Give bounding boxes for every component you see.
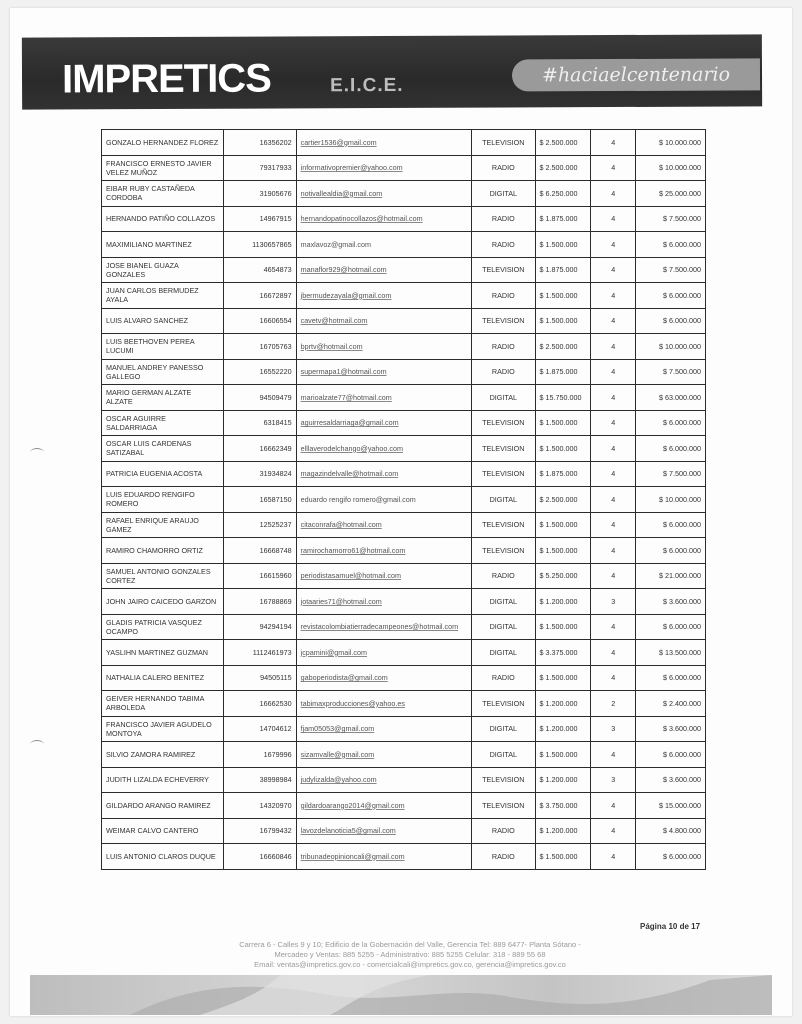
quantity-cell: 4 xyxy=(591,614,636,640)
media-type-cell: DIGITAL xyxy=(472,181,536,207)
table-row xyxy=(102,155,706,181)
table-row xyxy=(102,818,706,844)
media-type-cell: TELEVISION xyxy=(472,130,536,156)
media-type-cell: DIGITAL xyxy=(472,640,536,666)
unit-price-cell: $ 1.500.000 xyxy=(535,844,590,870)
unit-price-cell: $ 2.500.000 xyxy=(535,334,590,360)
unit-price-cell: $ 5.250.000 xyxy=(535,563,590,589)
quantity-cell: 4 xyxy=(591,257,636,283)
provider-name-cell: FRANCISCO JAVIER AGUDELO MONTOYA xyxy=(102,716,224,742)
provider-id-cell: 16606554 xyxy=(224,308,297,334)
provider-email-cell[interactable]: eduardo rengifo romero@gmail.com xyxy=(296,487,471,513)
quantity-cell: 4 xyxy=(591,512,636,538)
provider-id-cell: 14967915 xyxy=(224,206,297,232)
media-type-cell: DIGITAL xyxy=(472,487,536,513)
table-row xyxy=(102,691,706,717)
table-row xyxy=(102,181,706,207)
unit-price-cell: $ 1.200.000 xyxy=(535,589,590,615)
provider-id-cell: 14320970 xyxy=(224,793,297,819)
media-type-cell: DIGITAL xyxy=(472,589,536,615)
total-amount-cell: $ 10.000.000 xyxy=(636,334,706,360)
media-type-cell: TELEVISION xyxy=(472,691,536,717)
quantity-cell: 4 xyxy=(591,818,636,844)
unit-price-cell: $ 1.200.000 xyxy=(535,691,590,717)
provider-email-cell[interactable]: tribunadeopinioncali@gmail.com xyxy=(296,844,471,870)
provider-id-cell: 16672897 xyxy=(224,283,297,309)
media-type-cell: DIGITAL xyxy=(472,742,536,768)
total-amount-cell: $ 3.600.000 xyxy=(636,716,706,742)
media-type-cell: DIGITAL xyxy=(472,614,536,640)
provider-email-cell[interactable]: citaconrafa@hotmail.com xyxy=(296,512,471,538)
provider-name-cell: PATRICIA EUGENIA ACOSTA xyxy=(102,461,224,487)
provider-id-cell: 16356202 xyxy=(224,130,297,156)
footer-address-line: Mercadeo y Ventas: 885 5255 - Administrativo: 885 5255 Celular: 318 - 889 55 68 xyxy=(274,950,546,959)
table-row xyxy=(102,283,706,309)
total-amount-cell: $ 6.000.000 xyxy=(636,614,706,640)
provider-name-cell: RAFAEL ENRIQUE ARAUJO GAMEZ xyxy=(102,512,224,538)
provider-email-cell[interactable]: cavetv@hotmail.com xyxy=(296,308,471,334)
provider-id-cell: 6318415 xyxy=(224,410,297,436)
media-type-cell: TELEVISION xyxy=(472,512,536,538)
unit-price-cell: $ 1.500.000 xyxy=(535,308,590,334)
footer-address xyxy=(150,940,670,970)
media-type-cell: TELEVISION xyxy=(472,308,536,334)
quantity-cell: 4 xyxy=(591,487,636,513)
unit-price-cell: $ 1.500.000 xyxy=(535,410,590,436)
table-row xyxy=(102,640,706,666)
provider-email-cell[interactable]: tabimaxproducciones@yahoo.es xyxy=(296,691,471,717)
total-amount-cell: $ 6.000.000 xyxy=(636,538,706,564)
provider-id-cell: 1112461973 xyxy=(224,640,297,666)
total-amount-cell: $ 3.600.000 xyxy=(636,589,706,615)
total-amount-cell: $ 15.000.000 xyxy=(636,793,706,819)
provider-email-cell[interactable]: jcpamini@gmail.com xyxy=(296,640,471,666)
table-row xyxy=(102,359,706,385)
media-type-cell: RADIO xyxy=(472,155,536,181)
provider-name-cell: LUIS EDUARDO RENGIFO ROMERO xyxy=(102,487,224,513)
provider-email-cell[interactable]: manaflor929@hotmail.com xyxy=(296,257,471,283)
provider-email-cell[interactable]: aguirresaldarriaga@gmail.com xyxy=(296,410,471,436)
provider-name-cell: LUIS BEETHOVEN PEREA LUCUMI xyxy=(102,334,224,360)
provider-id-cell: 4654873 xyxy=(224,257,297,283)
media-type-cell: DIGITAL xyxy=(472,716,536,742)
quantity-cell: 4 xyxy=(591,410,636,436)
provider-email-cell[interactable]: supermapa1@hotmail.com xyxy=(296,359,471,385)
total-amount-cell: $ 21.000.000 xyxy=(636,563,706,589)
table-row xyxy=(102,614,706,640)
table-row xyxy=(102,461,706,487)
provider-email-cell[interactable]: cartier1536@gmail.com xyxy=(296,130,471,156)
unit-price-cell: $ 1.875.000 xyxy=(535,359,590,385)
table-row xyxy=(102,410,706,436)
table-row xyxy=(102,742,706,768)
quantity-cell: 2 xyxy=(591,691,636,717)
table-row xyxy=(102,334,706,360)
provider-email-cell[interactable]: informativopremier@yahoo.com xyxy=(296,155,471,181)
provider-id-cell: 16662349 xyxy=(224,436,297,462)
quantity-cell: 4 xyxy=(591,844,636,870)
media-type-cell: TELEVISION xyxy=(472,793,536,819)
total-amount-cell: $ 4.800.000 xyxy=(636,818,706,844)
provider-name-cell: OSCAR AGUIRRE SALDARRIAGA xyxy=(102,410,224,436)
footer-address-line: Carrera 6 - Calles 9 y 10; Edificio de la Gobernación del Valle, Gerencia Tel: 889 6477- Planta Sótano - xyxy=(239,940,581,949)
media-providers-table xyxy=(101,129,706,870)
provider-name-cell: GEIVER HERNANDO TABIMA ARBOLEDA xyxy=(102,691,224,717)
provider-id-cell: 14704612 xyxy=(224,716,297,742)
provider-email-cell[interactable]: gaboperiodista@gmail.com xyxy=(296,665,471,691)
provider-email-cell[interactable]: marioalzate77@hotmail.com xyxy=(296,385,471,411)
unit-price-cell: $ 1.500.000 xyxy=(535,538,590,564)
provider-id-cell: 16799432 xyxy=(224,818,297,844)
media-type-cell: TELEVISION xyxy=(472,257,536,283)
total-amount-cell: $ 6.000.000 xyxy=(636,232,706,258)
quantity-cell: 4 xyxy=(591,359,636,385)
quantity-cell: 4 xyxy=(591,283,636,309)
media-type-cell: RADIO xyxy=(472,359,536,385)
provider-id-cell: 16668748 xyxy=(224,538,297,564)
provider-id-cell: 94509479 xyxy=(224,385,297,411)
quantity-cell: 4 xyxy=(591,640,636,666)
provider-email-cell[interactable]: jbermudezayala@gmail.com xyxy=(296,283,471,309)
provider-id-cell: 16705763 xyxy=(224,334,297,360)
total-amount-cell: $ 6.000.000 xyxy=(636,844,706,870)
provider-email-cell[interactable]: fjam05053@gmail.com xyxy=(296,716,471,742)
provider-name-cell: RAMIRO CHAMORRO ORTIZ xyxy=(102,538,224,564)
quantity-cell: 4 xyxy=(591,308,636,334)
provider-id-cell: 1130657865 xyxy=(224,232,297,258)
table-row xyxy=(102,793,706,819)
unit-price-cell: $ 1.200.000 xyxy=(535,767,590,793)
provider-name-cell: NATHALIA CALERO BENITEZ xyxy=(102,665,224,691)
quantity-cell: 4 xyxy=(591,538,636,564)
logo-eice: E.I.C.E. xyxy=(330,74,404,97)
provider-name-cell: YASLIHN MARTINEZ GUZMAN xyxy=(102,640,224,666)
quantity-cell: 3 xyxy=(591,589,636,615)
provider-email-cell[interactable]: judylizalda@yahoo.com xyxy=(296,767,471,793)
provider-id-cell: 12525237 xyxy=(224,512,297,538)
unit-price-cell: $ 3.375.000 xyxy=(535,640,590,666)
media-type-cell: TELEVISION xyxy=(472,538,536,564)
footer-wave-graphic xyxy=(30,975,772,1015)
total-amount-cell: $ 6.000.000 xyxy=(636,512,706,538)
total-amount-cell: $ 7.500.000 xyxy=(636,461,706,487)
quantity-cell: 4 xyxy=(591,181,636,207)
provider-name-cell: OSCAR LUIS CARDENAS SATIZABAL xyxy=(102,436,224,462)
total-amount-cell: $ 6.000.000 xyxy=(636,410,706,436)
quantity-cell: 4 xyxy=(591,334,636,360)
quantity-cell: 4 xyxy=(591,793,636,819)
quantity-cell: 4 xyxy=(591,563,636,589)
provider-name-cell: HERNANDO PATIÑO COLLAZOS xyxy=(102,206,224,232)
table-row xyxy=(102,563,706,589)
unit-price-cell: $ 1.500.000 xyxy=(535,742,590,768)
unit-price-cell: $ 1.875.000 xyxy=(535,206,590,232)
quantity-cell: 4 xyxy=(591,206,636,232)
provider-id-cell: 16552220 xyxy=(224,359,297,385)
provider-id-cell: 31934824 xyxy=(224,461,297,487)
provider-name-cell: WEIMAR CALVO CANTERO xyxy=(102,818,224,844)
provider-id-cell: 16615960 xyxy=(224,563,297,589)
table-row xyxy=(102,716,706,742)
table-row xyxy=(102,385,706,411)
media-type-cell: RADIO xyxy=(472,334,536,360)
unit-price-cell: $ 6.250.000 xyxy=(535,181,590,207)
provider-email-cell[interactable]: notivallealdia@gmail.com xyxy=(296,181,471,207)
provider-email-cell[interactable]: jotaaries71@hotmail.com xyxy=(296,589,471,615)
quantity-cell: 4 xyxy=(591,436,636,462)
media-type-cell: RADIO xyxy=(472,232,536,258)
provider-id-cell: 16587150 xyxy=(224,487,297,513)
provider-id-cell: 1679996 xyxy=(224,742,297,768)
total-amount-cell: $ 6.000.000 xyxy=(636,308,706,334)
quantity-cell: 4 xyxy=(591,385,636,411)
header-banner xyxy=(22,34,762,109)
provider-id-cell: 79317933 xyxy=(224,155,297,181)
provider-email-cell[interactable]: ramirochamorro61@hotmail.com xyxy=(296,538,471,564)
total-amount-cell: $ 7.500.000 xyxy=(636,206,706,232)
unit-price-cell: $ 15.750.000 xyxy=(535,385,590,411)
provider-name-cell: GILDARDO ARANGO RAMIREZ xyxy=(102,793,224,819)
provider-email-cell[interactable]: gildardoarango2014@gmail.com xyxy=(296,793,471,819)
quantity-cell: 4 xyxy=(591,742,636,768)
provider-name-cell: JUDITH LIZALDA ECHEVERRY xyxy=(102,767,224,793)
unit-price-cell: $ 2.500.000 xyxy=(535,130,590,156)
media-type-cell: RADIO xyxy=(472,206,536,232)
provider-email-cell[interactable]: magazindelvalle@hotmail.com xyxy=(296,461,471,487)
page-number: Página 10 de 17 xyxy=(640,922,701,931)
unit-price-cell: $ 1.200.000 xyxy=(535,716,590,742)
provider-name-cell: SILVIO ZAMORA RAMIREZ xyxy=(102,742,224,768)
provider-name-cell: FRANCISCO ERNESTO JAVIER VELEZ MUÑOZ xyxy=(102,155,224,181)
total-amount-cell: $ 6.000.000 xyxy=(636,742,706,768)
hashtag-badge: #haciaelcentenario xyxy=(512,58,760,91)
unit-price-cell: $ 3.750.000 xyxy=(535,793,590,819)
logo-impretics: IMPRETICS xyxy=(61,56,271,102)
provider-name-cell: GLADIS PATRICIA VASQUEZ OCAMPO xyxy=(102,614,224,640)
unit-price-cell: $ 1.500.000 xyxy=(535,232,590,258)
unit-price-cell: $ 1.200.000 xyxy=(535,818,590,844)
total-amount-cell: $ 2.400.000 xyxy=(636,691,706,717)
provider-email-cell[interactable]: revistacolombiatierradecampeones@hotmail.com xyxy=(296,614,471,640)
total-amount-cell: $ 6.000.000 xyxy=(636,283,706,309)
provider-id-cell: 38998984 xyxy=(224,767,297,793)
table-row xyxy=(102,206,706,232)
unit-price-cell: $ 1.500.000 xyxy=(535,436,590,462)
provider-name-cell: MAXIMILIANO MARTINEZ xyxy=(102,232,224,258)
provider-id-cell: 16662530 xyxy=(224,691,297,717)
total-amount-cell: $ 10.000.000 xyxy=(636,155,706,181)
table-row xyxy=(102,130,706,156)
media-type-cell: RADIO xyxy=(472,665,536,691)
provider-name-cell: LUIS ALVARO SANCHEZ xyxy=(102,308,224,334)
table-row xyxy=(102,257,706,283)
provider-name-cell: JUAN CARLOS BERMUDEZ AYALA xyxy=(102,283,224,309)
quantity-cell: 4 xyxy=(591,130,636,156)
media-type-cell: RADIO xyxy=(472,818,536,844)
provider-name-cell: JOHN JAIRO CAICEDO GARZON xyxy=(102,589,224,615)
table-row xyxy=(102,512,706,538)
provider-email-cell[interactable]: hernandopatinocollazos@hotmail.com xyxy=(296,206,471,232)
media-type-cell: TELEVISION xyxy=(472,436,536,462)
unit-price-cell: $ 1.875.000 xyxy=(535,257,590,283)
total-amount-cell: $ 10.000.000 xyxy=(636,487,706,513)
quantity-cell: 4 xyxy=(591,155,636,181)
total-amount-cell: $ 7.500.000 xyxy=(636,257,706,283)
media-type-cell: DIGITAL xyxy=(472,385,536,411)
table-row xyxy=(102,844,706,870)
total-amount-cell: $ 25.000.000 xyxy=(636,181,706,207)
quantity-cell: 4 xyxy=(591,665,636,691)
provider-name-cell: MARIO GERMAN ALZATE ALZATE xyxy=(102,385,224,411)
total-amount-cell: $ 3.600.000 xyxy=(636,767,706,793)
table-row xyxy=(102,232,706,258)
provider-email-cell[interactable]: elllaverodelchango@yahoo.com xyxy=(296,436,471,462)
table-row xyxy=(102,589,706,615)
quantity-cell: 4 xyxy=(591,232,636,258)
quantity-cell: 3 xyxy=(591,716,636,742)
total-amount-cell: $ 63.000.000 xyxy=(636,385,706,411)
footer-decorative-band xyxy=(30,975,772,1015)
footer-contact-emails: Email: ventas@impretics.gov.co - comercialcali@impretics.gov.co, gerencia@impretics.gov.co xyxy=(254,960,566,969)
provider-name-cell: SAMUEL ANTONIO GONZALES CORTEZ xyxy=(102,563,224,589)
table-row xyxy=(102,665,706,691)
provider-id-cell: 16660846 xyxy=(224,844,297,870)
unit-price-cell: $ 1.500.000 xyxy=(535,283,590,309)
media-type-cell: RADIO xyxy=(472,844,536,870)
media-type-cell: RADIO xyxy=(472,283,536,309)
table-row xyxy=(102,538,706,564)
total-amount-cell: $ 6.000.000 xyxy=(636,665,706,691)
table-row xyxy=(102,487,706,513)
provider-id-cell: 16788869 xyxy=(224,589,297,615)
provider-name-cell: MANUEL ANDREY PANESSO GALLEGO xyxy=(102,359,224,385)
media-type-cell: TELEVISION xyxy=(472,410,536,436)
table-row xyxy=(102,436,706,462)
media-type-cell: TELEVISION xyxy=(472,767,536,793)
total-amount-cell: $ 7.500.000 xyxy=(636,359,706,385)
provider-id-cell: 31905676 xyxy=(224,181,297,207)
provider-name-cell: LUIS ANTONIO CLAROS DUQUE xyxy=(102,844,224,870)
unit-price-cell: $ 2.500.000 xyxy=(535,487,590,513)
quantity-cell: 3 xyxy=(591,767,636,793)
provider-name-cell: EIBAR RUBY CASTAÑEDA CORDOBA xyxy=(102,181,224,207)
provider-name-cell: GONZALO HERNANDEZ FLOREZ xyxy=(102,130,224,156)
table-row xyxy=(102,767,706,793)
provider-name-cell: JOSE BIANEL GUAZA GONZALES xyxy=(102,257,224,283)
total-amount-cell: $ 6.000.000 xyxy=(636,436,706,462)
unit-price-cell: $ 1.875.000 xyxy=(535,461,590,487)
total-amount-cell: $ 10.000.000 xyxy=(636,130,706,156)
media-type-cell: RADIO xyxy=(472,563,536,589)
unit-price-cell: $ 2.500.000 xyxy=(535,155,590,181)
provider-email-cell[interactable]: sizamvalle@gmail.com xyxy=(296,742,471,768)
unit-price-cell: $ 1.500.000 xyxy=(535,665,590,691)
provider-email-cell[interactable]: maxlavoz@gmail.com xyxy=(296,232,471,258)
punch-mark-icon xyxy=(30,740,44,749)
media-type-cell: TELEVISION xyxy=(472,461,536,487)
quantity-cell: 4 xyxy=(591,461,636,487)
unit-price-cell: $ 1.500.000 xyxy=(535,512,590,538)
provider-email-cell[interactable]: bprtv@hotmail.com xyxy=(296,334,471,360)
provider-id-cell: 94294194 xyxy=(224,614,297,640)
total-amount-cell: $ 13.500.000 xyxy=(636,640,706,666)
provider-id-cell: 94505115 xyxy=(224,665,297,691)
table-row xyxy=(102,308,706,334)
unit-price-cell: $ 1.500.000 xyxy=(535,614,590,640)
punch-mark-icon xyxy=(30,448,44,457)
provider-email-cell[interactable]: lavozdelanoticia5@gmail.com xyxy=(296,818,471,844)
provider-email-cell[interactable]: periodistasamuel@hotmail.com xyxy=(296,563,471,589)
